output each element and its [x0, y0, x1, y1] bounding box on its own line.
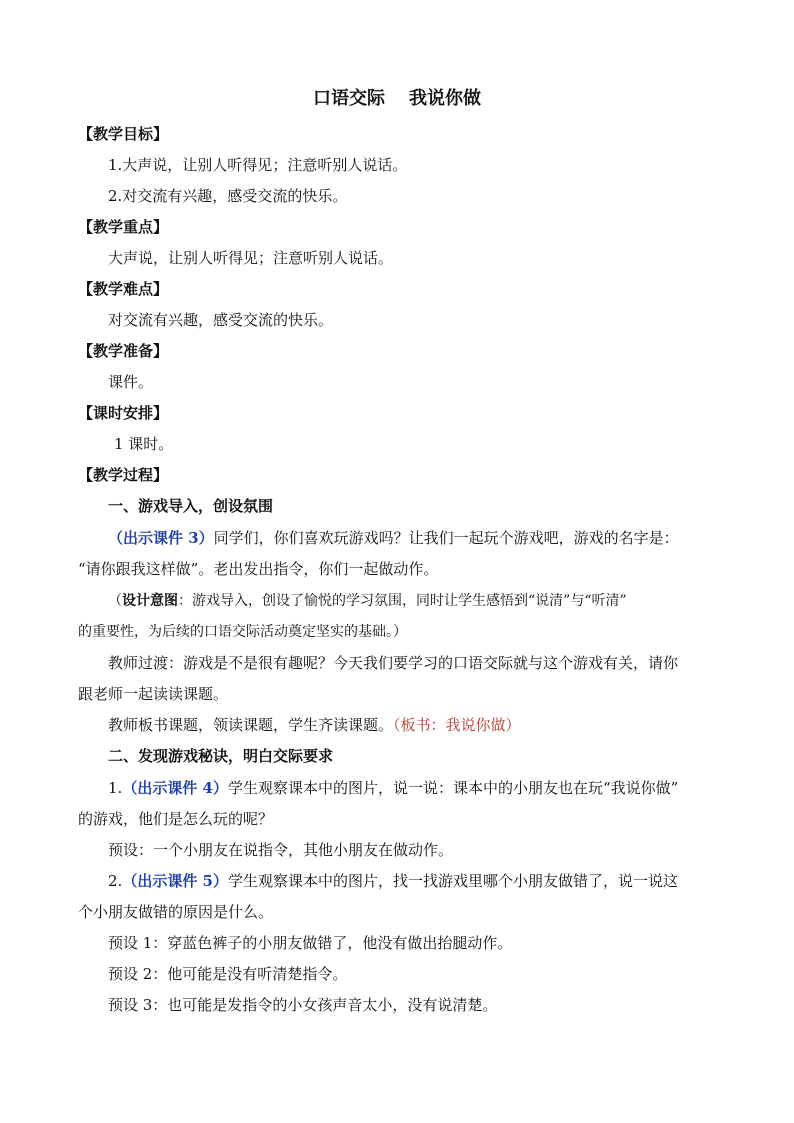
question-2-line-1: [108, 871, 794, 891]
question-2-tag: （出示课件 5）: [122, 872, 228, 890]
preset-2: 预设 2：他可能是没有听清楚指令。: [108, 965, 348, 983]
goal-2: 2.对交流有兴趣，感受交流的快乐。: [108, 187, 348, 205]
question-1-text: 学生观察课本中的图片，说一说：课本中的小朋友也在玩“我说你做”: [227, 779, 679, 797]
section-2-heading: 二、发现游戏秘诀，明白交际要求: [108, 747, 334, 765]
question-2-line-2: 个小朋友做错的原因是什么。: [78, 903, 274, 921]
section-1-heading: 一、游戏导入，创设氛围: [108, 497, 274, 515]
key-points-text: 大声说，让别人听得见；注意听别人说话。: [108, 249, 394, 267]
paragraph-1-text: 同学们，你们喜欢玩游戏吗？让我们一起玩个游戏吧，游戏的名字是：: [213, 529, 679, 547]
difficulties-text: 对交流有兴趣，感受交流的快乐。: [108, 311, 334, 329]
paragraph-2-line-1: 教师过渡：游戏是不是很有趣呢？今天我们要学习的口语交际就与这个游戏有关，请你: [108, 654, 679, 672]
question-2-text: 学生观察课本中的图片，找一找游戏里哪个小朋友做错了，说一说这: [227, 872, 678, 890]
heading-difficulties: 【教学难点】: [78, 280, 169, 298]
question-1-tag: （出示课件 4）: [122, 779, 228, 797]
preparation-text: 课件。: [108, 373, 154, 391]
title-part-b: 我说你做: [409, 88, 481, 109]
design-note-line-1: [108, 591, 794, 611]
paragraph-1-line-1: [108, 528, 794, 548]
question-1-number: 1.: [108, 779, 123, 797]
goal-1: 1.大声说，让别人听得见；注意听别人说话。: [108, 156, 408, 174]
heading-goals: 【教学目标】: [78, 125, 169, 143]
question-1-preset: 预设：一个小朋友在说指令，其他小朋友在做动作。: [108, 841, 454, 859]
heading-schedule: 【课时安排】: [78, 404, 169, 422]
title-part-a: 口语交际: [313, 88, 385, 109]
courseware-tag: （出示课件 3）: [108, 529, 214, 547]
heading-preparation: 【教学准备】: [78, 342, 169, 360]
design-note-open: （: [108, 593, 122, 609]
preset-3: 预设 3：也可能是发指令的小女孩声音太小，没有说清楚。: [108, 996, 498, 1014]
design-note-text: ：游戏导入，创设了愉悦的学习氛围，同时让学生感悟到“说清”与“听清”: [178, 593, 627, 609]
blackboard-note: （板书：我说你做）: [393, 716, 521, 734]
question-1-line-2: 的游戏，他们是怎么玩的呢？: [78, 810, 274, 828]
question-2-number: 2.: [108, 872, 123, 890]
design-note-line-2: 的重要性，为后续的口语交际活动奠定坚实的基础。）: [78, 624, 407, 640]
preset-1: 预设 1：穿蓝色裤子的小朋友做错了，他没有做出抬腿动作。: [108, 934, 513, 952]
heading-process: 【教学过程】: [78, 466, 169, 484]
page-title: [0, 84, 794, 110]
paragraph-3-text: 教师板书课题，领读课题，学生齐读课题。: [108, 716, 394, 734]
paragraph-3: [108, 715, 794, 735]
paragraph-2-line-2: 跟老师一起读读课题。: [78, 685, 229, 703]
heading-key-points: 【教学重点】: [78, 218, 169, 236]
schedule-text: 1 课时。: [114, 435, 174, 453]
paragraph-1-line-2: “请你跟我这样做”。老出发出指令，你们一起做动作。: [78, 560, 439, 578]
design-note-label: 设计意图: [122, 593, 178, 609]
question-1-line-1: [108, 778, 794, 798]
